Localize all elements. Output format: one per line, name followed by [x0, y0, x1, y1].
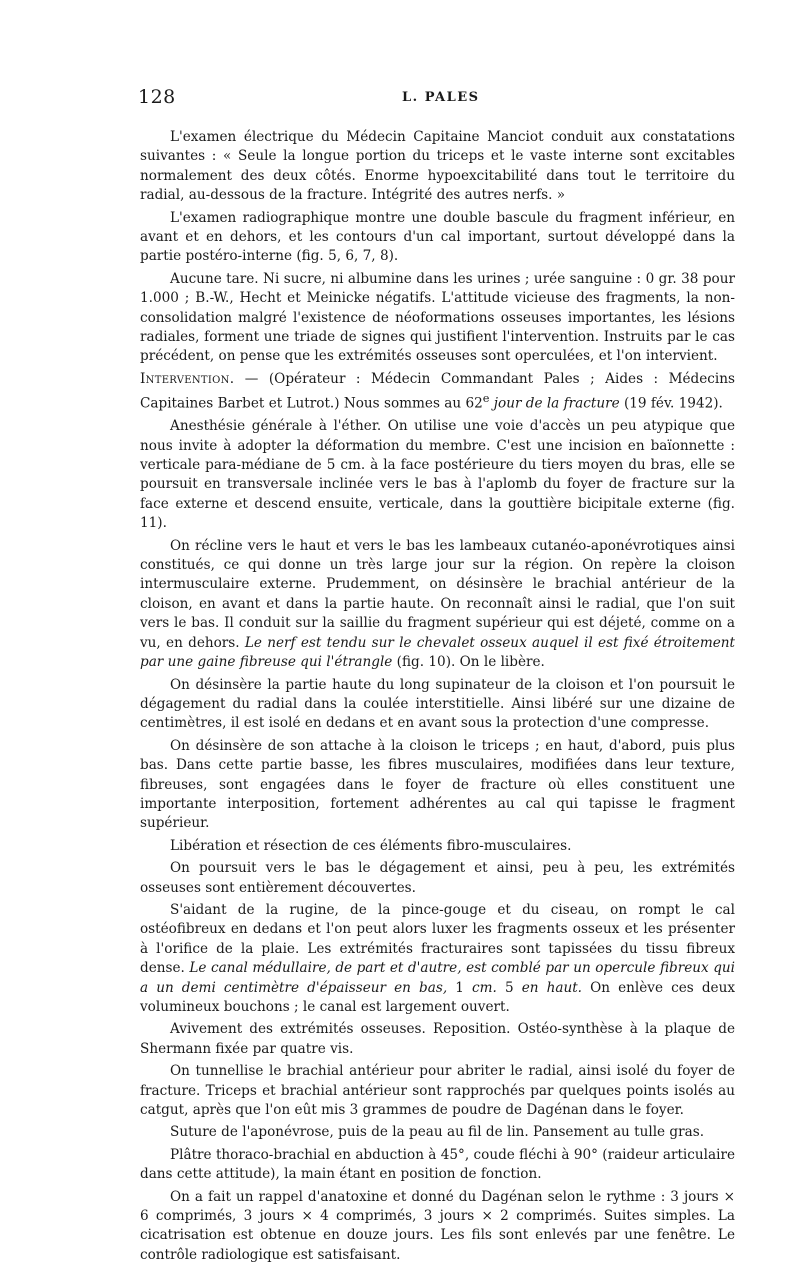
paragraph: Suture de l'aponévrose, puis de la peau au fil de lin. Pansement au tulle gras. — [170, 1124, 705, 1141]
paragraph — [140, 901, 735, 1017]
intervention-text: — (Opérateur : Médecin Commandant Pales ; Aides : Médecins Capitaines Barbet et Lutrot.) Nous sommes au 62 — [140, 370, 735, 412]
paragraph: On a fait un rappel d'anatoxine et donné du Dagénan selon le rythme : 3 jours × 6 comprimés, 3 jours × 4 comprimés, 3 jours × 2 comprimés. Suites simples. La cicatrisation est obtenue en douze jours. Les fils sont enlevés par une fenêtre. Le contrôle radiologique est satisfaisant. — [140, 1188, 735, 1263]
paragraph: L'examen radiographique montre une double bascule du fragment inférieur, en avant et en dehors, et les contours d'un cal important, surtout développé dans la partie postéro-interne (fig. 5, 6, 7, 8). — [140, 209, 735, 265]
paragraph — [140, 537, 735, 673]
italic-text: Le nerf est tendu sur le chevalet osseux auquel il est fixé étroitement par une gaine fibreuse qui l'étrangle — [140, 634, 735, 671]
italic-text: en haut. — [521, 979, 582, 996]
paragraph-mid: 1 — [447, 979, 473, 996]
paragraph: Avivement des extrémités osseuses. Reposition. Ostéo-synthèse à la plaque de Shermann fixée par quatre vis. — [140, 1021, 735, 1057]
paragraph: Anesthésie générale à l'éther. On utilise une voie d'accès un peu atypique que nous invite à adopter la déformation du membre. C'est une incision en baïonnette : verticale para-médiane de 5 cm. à la face postérieure du tiers moyen du bras, elle se poursuit en transversale inclinée vers le bas à l'aplomb du foyer de fracture sur la face externe et descend ensuite, verticale, dans la gouttière bicipitale externe (fig. 11). — [140, 418, 735, 532]
italic-text: Le canal médullaire, de part et d'autre, est comblé par un opercule fibreux qui a un demi centimètre d'épaisseur en bas, — [140, 960, 735, 996]
italic-text: cm. — [472, 979, 497, 996]
running-head: L. PALES — [402, 90, 480, 105]
body-text — [140, 128, 735, 1268]
paragraph: Aucune tare. Ni sucre, ni albumine dans les urines ; urée sanguine : 0 gr. 38 pour 1.000 ; B.-W., Hecht et Meinicke négatifs. L'attitude vicieuse des fragments, la non-consolidation malgré l'existence de néoformations osseuses importantes, les lésions radiales, forment une triade de signes qui justifient l'intervention. Instruits par le cas précédent, on pense que les extrémités osseuses sont operculées, et l'on intervient. — [140, 270, 735, 365]
paragraph-tail: On enlève ces deux volumineux bouchons ; le canal est largement ouvert. — [140, 979, 736, 1015]
paragraph: On poursuit vers le bas le dégagement et ainsi, peu à peu, les extrémités osseuses sont entièrement découvertes. — [140, 860, 735, 896]
page-number: 128 — [138, 86, 176, 108]
paragraph: On désinsère de son attache à la cloison le triceps ; en haut, d'abord, puis plus bas. Dans cette partie basse, les fibres musculaires, modifiées dans leur texture, fibreuses, sont engagées dans le foyer de fracture où elles constituent une importante interposition, fortement adhérentes au cal qui tapisse le fragment supérieur. — [140, 737, 735, 832]
paragraph-tail: (fig. 10). On le libère. — [392, 654, 545, 671]
paragraph-mid: 5 — [496, 979, 522, 996]
paragraph: Plâtre thoraco-brachial en abduction à 45°, coude fléchi à 90° (raideur articulaire dans cette attitude), la main étant en position de fonction. — [140, 1146, 735, 1183]
paragraph: Libération et résection de ces éléments fibro-musculaires. — [170, 837, 572, 854]
paragraph-text: S'aidant de la rugine, de la pince-gouge et du ciseau, on rompt le cal ostéofibreux en dedans et l'on peut alors luxer les fragments osseux et les présenter à l'orifice de la plaie. Les extrémités fracturaires sont tapissées du tissu fibreux dense. — [140, 901, 735, 977]
paragraph: On tunnellise le brachial antérieur pour abriter le radial, ainsi isolé du foyer de fracture. Triceps et brachial antérieur sont rapprochés par quelques points isolés au catgut, après que l'on eût mis 3 grammes de poudre de Dagénan dans le foyer. — [140, 1063, 735, 1119]
paragraph: On désinsère la partie haute du long supinateur de la cloison et l'on poursuit le dégagement du radial dans la coulée interstitielle. Ainsi libéré sur une dizaine de centimètres, il est isolé en dedans et en avant sous la protection d'une compresse. — [140, 676, 735, 732]
intervention-paragraph — [140, 370, 735, 414]
page-header — [0, 86, 800, 110]
paragraph: L'examen électrique du Médecin Capitaine Manciot conduit aux constatations suivantes : « Seule la longue portion du triceps et le vaste interne sont excitables normalement des deux côtés. Enorme hypoexcitabilité dans tout le territoire du radial, au-dessous de la fracture. Intégrité des autres nerfs. » — [140, 129, 735, 204]
superscript: e — [482, 391, 490, 406]
section-heading: Intervention. — [140, 370, 235, 387]
intervention-tail: (19 fév. 1942). — [619, 395, 723, 412]
italic-text: jour de la fracture — [493, 395, 620, 412]
paragraph-text: On récline vers le haut et vers le bas les lambeaux cutanéo-aponévrotiques ainsi constitués, ce qui donne un très large jour sur la région. On repère la cloison intermusculaire externe. Prudemment, on désinsère le brachial antérieur de la cloison, en avant et dans la partie haute. On reconnaît ainsi le radial, que l'on suit vers le bas. Il conduit sur la saillie du fragment supérieur qui est déjeté, comme on a vu, en dehors. — [140, 537, 735, 651]
